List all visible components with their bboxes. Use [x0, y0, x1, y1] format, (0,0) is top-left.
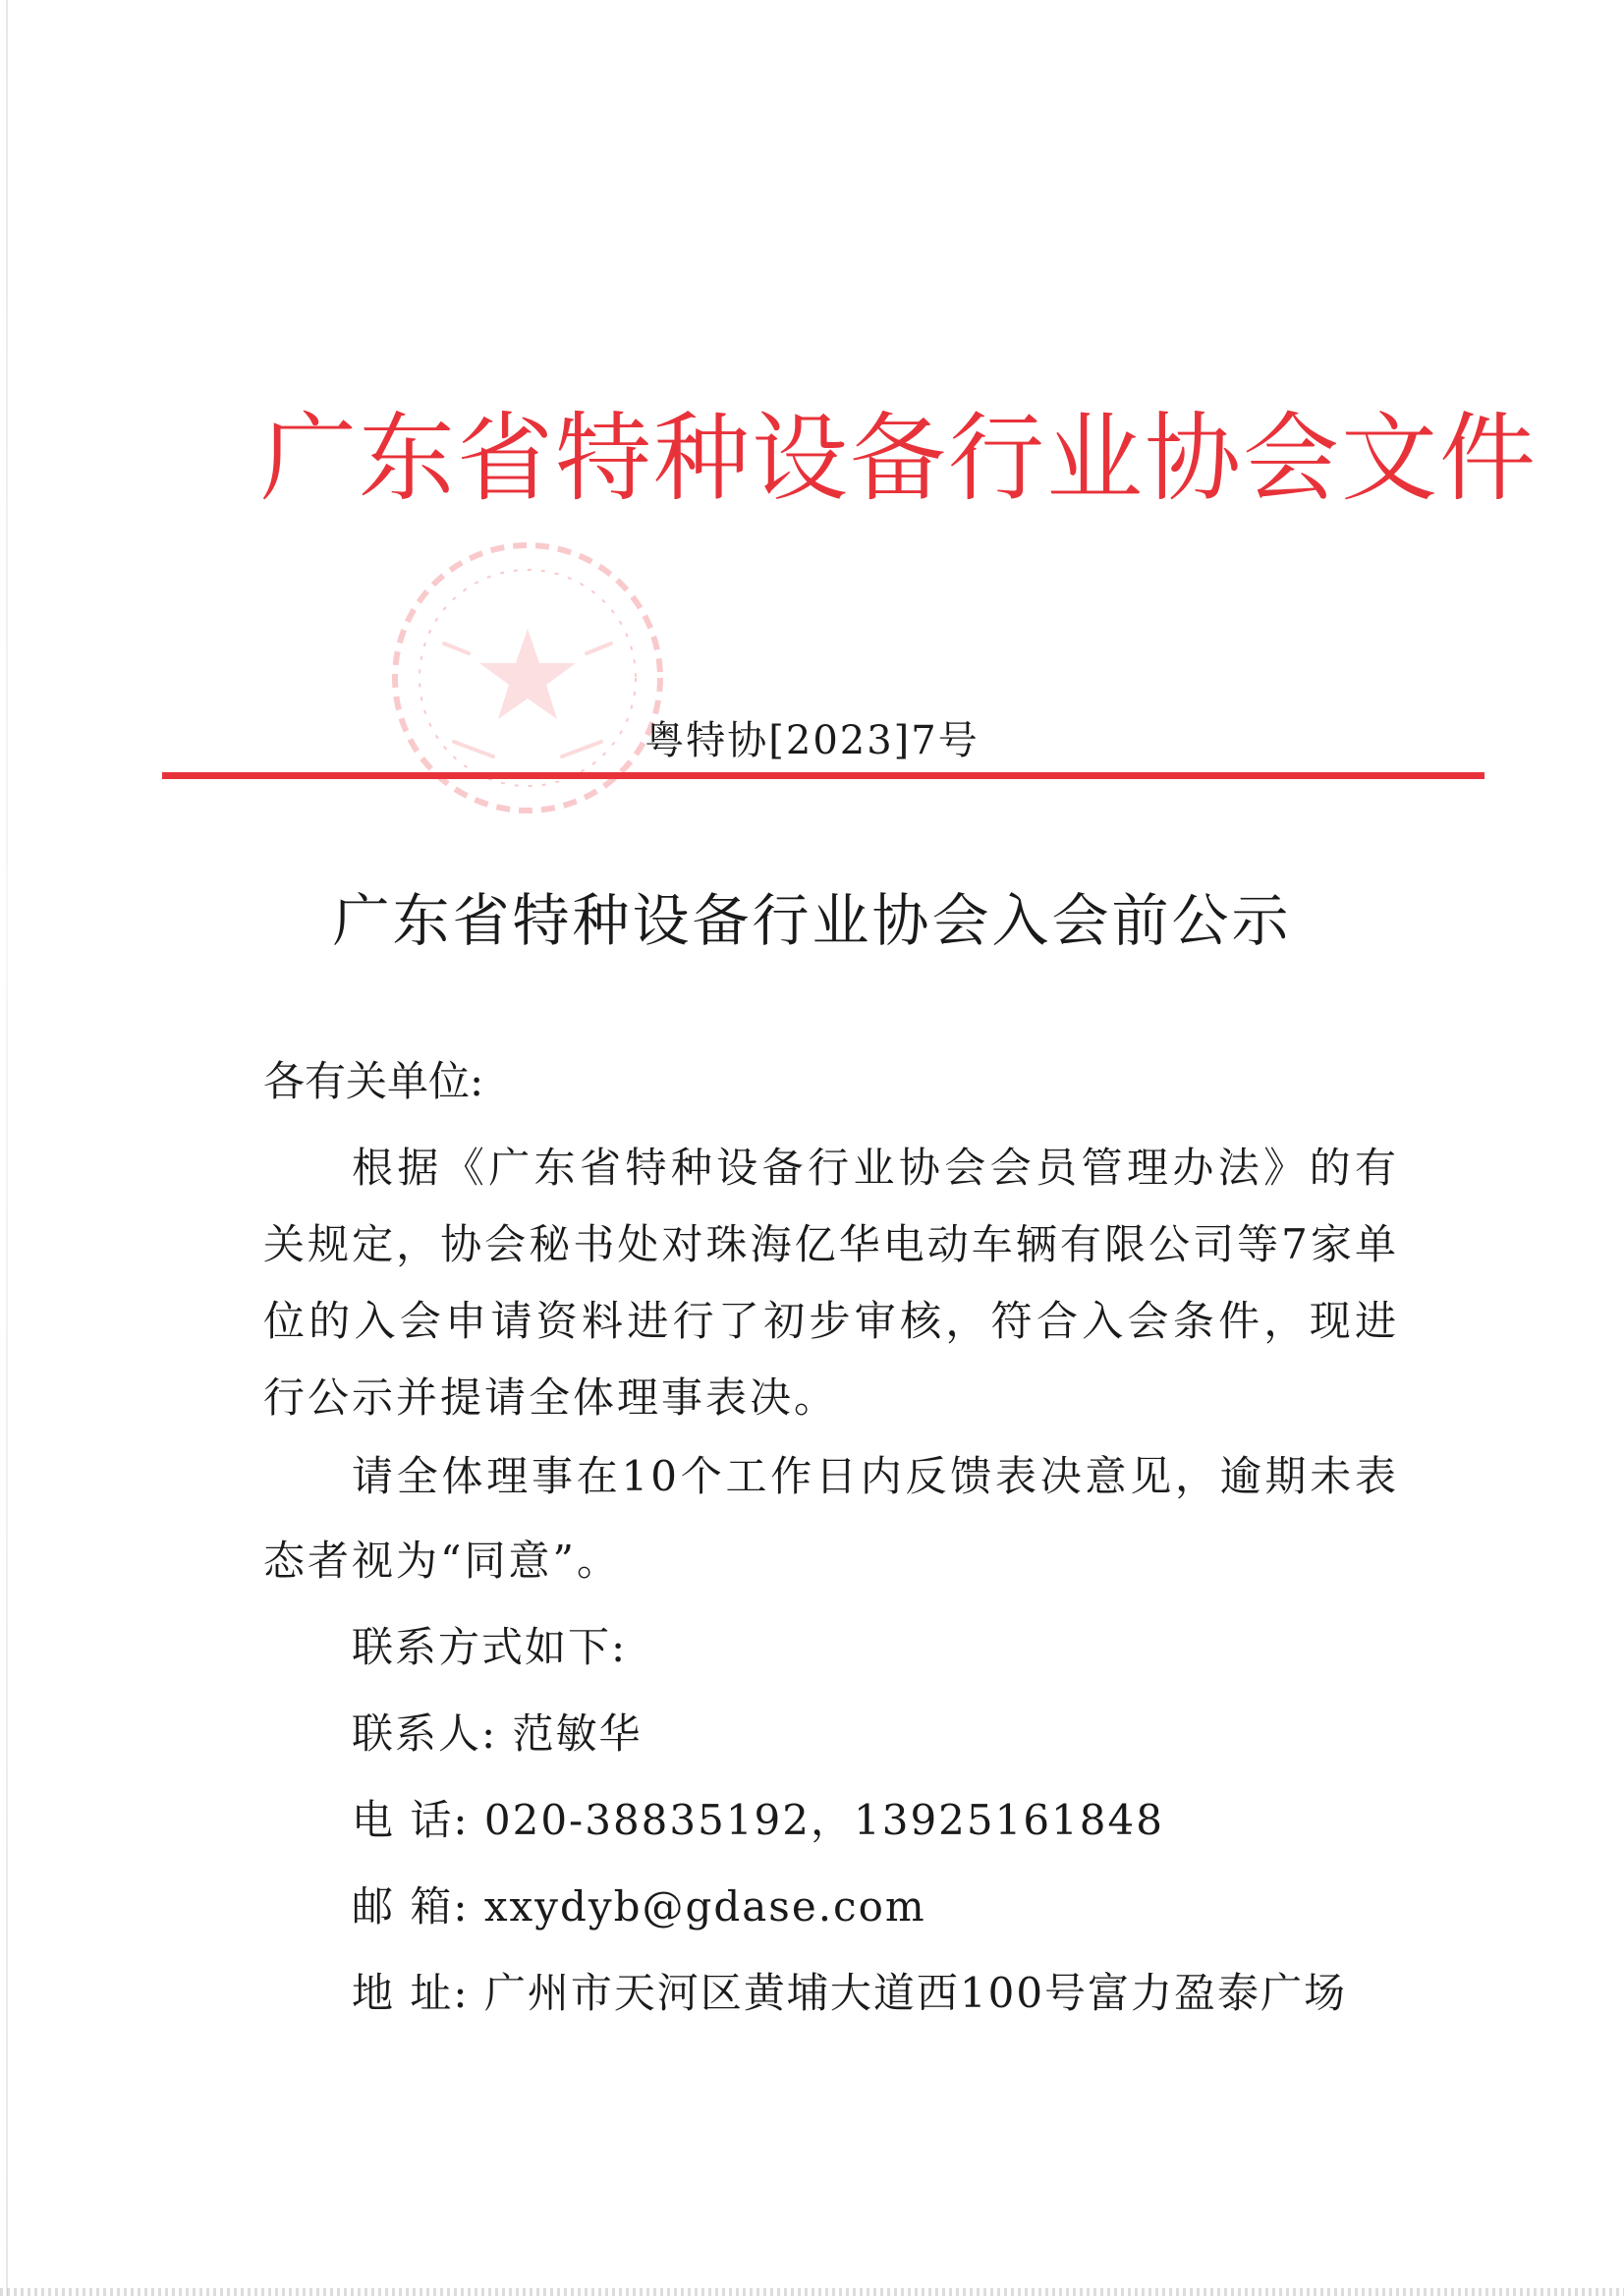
contact-intro: 联系方式如下: [352, 1623, 628, 1671]
contact-address-line [352, 1969, 1348, 2017]
contact-address-label: 地 址: [352, 1969, 470, 2017]
contact-email-value: xxydyb@gdase.com [483, 1882, 926, 1931]
contact-person-line [352, 1709, 643, 1758]
contact-email-label: 邮 箱: [352, 1882, 470, 1931]
contact-email-line [352, 1882, 926, 1931]
body-paragraph-1: 根据《广东省特种设备行业协会会员管理办法》的有关规定，协会秘书处对珠海亿华电动车辆有限公司等7家单位的入会申请资料进行了初步审核，符合入会条件，现进行公示并提请全体理事表决。 [263, 1144, 1399, 1422]
contact-phone-value: 020-38835192，13925161848 [483, 1796, 1164, 1844]
contact-address-value: 广州市天河区黄埔大道西100号富力盈泰广场 [483, 1969, 1348, 2017]
red-divider-rule [162, 772, 1484, 779]
salutation: 各有关单位: [263, 1057, 484, 1105]
contact-person-label: 联系人: [352, 1709, 498, 1758]
org-header-title: 广东省特种设备行业协会文件 [260, 403, 1539, 515]
contact-phone-label: 电 话: [352, 1796, 470, 1844]
contact-person-value: 范敏华 [512, 1709, 643, 1758]
contact-phone-line [352, 1796, 1164, 1844]
notice-title: 广东省特种设备行业协会入会前公示 [332, 887, 1292, 954]
scan-edge-left [6, 0, 8, 2296]
document-number: 粤特协[2023]7号 [644, 718, 980, 763]
body-paragraph-2: 请全体理事在10个工作日内反馈表决意见，逾期未表态者视为“同意”。 [263, 1452, 1399, 1585]
scan-edge-bottom [0, 2288, 1624, 2296]
